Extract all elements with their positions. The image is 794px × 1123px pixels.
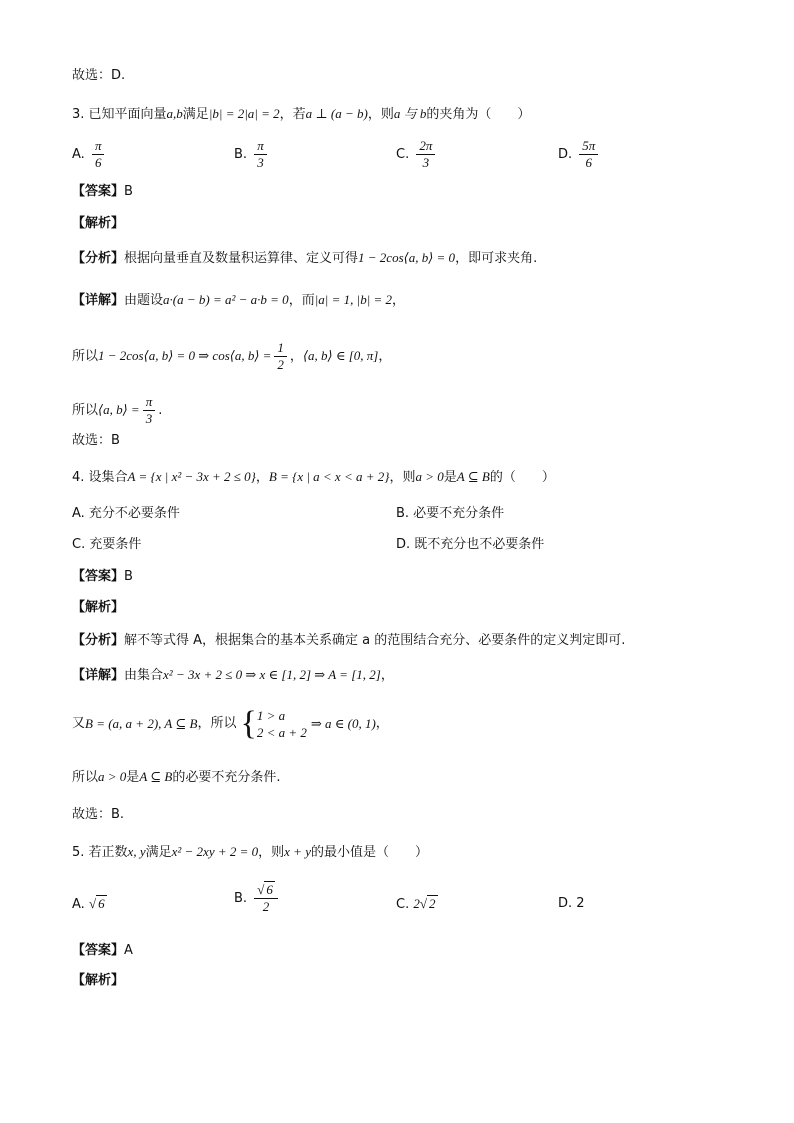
q3-step2-mid: ， xyxy=(289,349,303,364)
q4-option-d: D. 既不充分也不必要条件 xyxy=(396,537,545,552)
q3-option-b-den: 3 xyxy=(257,155,264,170)
q3-option-d-den: 6 xyxy=(585,155,593,170)
q3-answer-value: B xyxy=(124,184,133,199)
q4-answer-value: B xyxy=(124,569,133,584)
q3-stem-then: ，则 xyxy=(367,107,394,122)
q3-option-c xyxy=(396,138,438,171)
q3-conclusion: 故选：B xyxy=(72,433,120,448)
q5-option-c-value: 2√ 2 xyxy=(413,896,436,911)
q3-option-a-den: 6 xyxy=(94,155,102,170)
q3-option-a-label: A. xyxy=(72,147,85,162)
q5-option-a-value: √ 6 xyxy=(88,896,105,911)
q5-option-b-label: B. xyxy=(234,891,248,906)
q5-option-c-coef: 2 xyxy=(413,896,420,911)
q3-answer-tag: 【答案】 xyxy=(72,184,125,199)
q4-stem xyxy=(72,468,555,487)
q3-stem-mid: 满足 xyxy=(182,107,209,122)
q3-step3-den: 3 xyxy=(145,411,153,426)
q4-step3-math2: A ⊆ B xyxy=(139,769,173,784)
q3-option-d-fraction xyxy=(579,138,598,171)
q5-answer xyxy=(72,942,133,960)
q4-answer-tag: 【答案】 xyxy=(72,569,125,584)
q3-option-b-num: π xyxy=(254,138,267,155)
q3-analysis-heading: 【解析】 xyxy=(72,216,125,231)
q5-option-b-den: 2 xyxy=(262,899,270,914)
q4-set-a: A = {x | x² − 3x + 2 ≤ 0} xyxy=(127,469,256,484)
q3-option-c-num: 2π xyxy=(416,138,435,155)
q5-expression: x + y xyxy=(284,844,311,859)
q3-stem-if: ，若 xyxy=(279,107,306,122)
q3-option-c-den: 3 xyxy=(422,155,430,170)
q4-xiangjie-tag: 【详解】 xyxy=(72,668,125,683)
q3-option-b-label: B. xyxy=(234,147,248,162)
q5-stem-end: 的最小值是（ ） xyxy=(310,845,428,860)
q5-answer-tag: 【答案】 xyxy=(72,943,125,958)
q3-stem xyxy=(72,105,530,124)
q4-step3 xyxy=(72,768,281,787)
q5-stem-pre: 5. 若正数 xyxy=(72,845,128,860)
left-brace-icon: { xyxy=(240,705,257,742)
q4-step2 xyxy=(72,706,389,742)
q3-stem-end: 的夹角为（ ） xyxy=(426,107,531,122)
q4-stem-is: 是 xyxy=(443,470,457,485)
q3-step3-num: π xyxy=(143,394,156,411)
q3-fenxi-post: ，即可求夹角. xyxy=(455,251,538,266)
q5-option-c-label: C. xyxy=(396,897,410,912)
q3-step2-fraction xyxy=(274,340,287,373)
q4-option-b: B. 必要不充分条件 xyxy=(396,506,505,521)
q5-option-b-fraction: $\frac{√ 6}{2}$ xyxy=(254,882,278,915)
q3-answer xyxy=(72,183,133,201)
q4-step2-math: B = (a, a + 2), A ⊆ B xyxy=(85,716,198,731)
q3-option-c-fraction xyxy=(416,138,435,171)
q5-stem-mid: 满足 xyxy=(145,845,172,860)
q4-xiangjie xyxy=(72,666,394,685)
q5-analysis-heading: 【解析】 xyxy=(72,973,125,988)
q3-step3-end: . xyxy=(158,403,163,418)
q3-xiangjie-mid: ，而 xyxy=(288,293,315,308)
q3-step2 xyxy=(72,340,391,373)
q3-xiangjie-math2: |a| = 1, |b| = 2 xyxy=(314,292,393,307)
q5-option-d xyxy=(558,895,585,913)
q3-step2-den: 2 xyxy=(277,357,284,372)
q4-stem-then: ，则 xyxy=(389,470,416,485)
q3-option-d xyxy=(558,138,601,171)
q4-step3-end: 的必要不充分条件. xyxy=(172,770,281,785)
q4-xiangjie-end: ， xyxy=(380,668,394,683)
q4-system-line-2: 2 < a + 2 xyxy=(256,725,307,740)
q3-vectors: a,b xyxy=(166,106,183,121)
q5-option-a xyxy=(72,895,107,914)
q3-step3-math: ⟨a, b⟩ = xyxy=(98,402,140,417)
q3-option-d-label: D. xyxy=(558,147,573,162)
q3-step3-pre: 所以 xyxy=(72,403,99,418)
q3-option-a xyxy=(72,138,107,171)
q5-option-c-radicand: 2 xyxy=(429,896,436,911)
q4-inequality-system xyxy=(240,707,306,741)
q4-sep: ， xyxy=(255,470,269,485)
q4-step3-math: a > 0 xyxy=(98,769,127,784)
q5-equation: x² − 2xy + 2 = 0 xyxy=(171,844,259,859)
q5-option-d-value: 2 xyxy=(576,896,585,911)
q4-step2-pre: 又 xyxy=(72,716,86,731)
q3-step2-math: 1 − 2cos⟨a, b⟩ = 0 ⇒ cos⟨a, b⟩ = xyxy=(98,348,272,363)
q4-step2-end: ， xyxy=(375,716,389,731)
q3-stem-pre: 3. 已知平面向量 xyxy=(72,107,167,122)
q3-step3 xyxy=(72,394,162,427)
q4-subset: A ⊆ B xyxy=(456,469,490,484)
q2-conclusion: 故选：D. xyxy=(72,68,126,83)
q4-fenxi-tag: 【分析】 xyxy=(72,633,125,648)
q4-step2-math2: ⇒ a ∈ (0, 1) xyxy=(310,716,376,731)
q4-fenxi xyxy=(72,632,625,650)
q4-xiangjie-pre: 由集合 xyxy=(124,668,164,683)
q5-option-b-radicand: 6 xyxy=(266,882,273,897)
q3-fenxi-pre: 根据向量垂直及数量积运算律、定义可得 xyxy=(124,251,359,266)
q3-step2-math2: ⟨a, b⟩ ∈ [0, π] xyxy=(302,348,379,363)
q5-vars: x, y xyxy=(127,844,146,859)
q4-conclusion: 故选：B. xyxy=(72,807,125,822)
q4-system-line-1: 1 > a xyxy=(256,708,286,723)
q3-xiangjie-end: ， xyxy=(392,293,406,308)
q3-relation: a 与 b xyxy=(393,106,427,121)
q3-option-a-fraction xyxy=(92,138,105,171)
q5-answer-value: A xyxy=(124,943,133,958)
q3-xiangjie-math: a·(a − b) = a² − a·b = 0 xyxy=(163,292,289,307)
q5-option-b xyxy=(234,882,281,915)
q3-step2-pre: 所以 xyxy=(72,349,99,364)
q3-option-d-num: 5π xyxy=(579,138,598,155)
q3-fenxi-math: 1 − 2cos⟨a, b⟩ = 0 xyxy=(358,250,456,265)
q3-xiangjie xyxy=(72,291,405,310)
q3-fenxi-tag: 【分析】 xyxy=(72,251,125,266)
q4-option-c: C. 充要条件 xyxy=(72,537,142,552)
q4-stem-pre: 4. 设集合 xyxy=(72,470,128,485)
q3-step2-end: ， xyxy=(378,349,392,364)
q4-step2-mid: ，所以 xyxy=(197,716,237,731)
q3-xiangjie-pre: 由题设 xyxy=(124,293,164,308)
q3-xiangjie-tag: 【详解】 xyxy=(72,293,125,308)
q4-answer xyxy=(72,568,133,586)
q3-step2-num: 1 xyxy=(274,340,287,357)
q4-cond: a > 0 xyxy=(415,469,444,484)
q3-option-c-label: C. xyxy=(396,147,410,162)
q5-option-d-label: D. xyxy=(558,896,573,911)
q3-perpendicular: a ⊥ (a − b) xyxy=(305,106,368,121)
q5-stem xyxy=(72,843,428,862)
q5-stem-then: ，则 xyxy=(258,845,285,860)
q3-option-a-num: π xyxy=(92,138,105,155)
q4-step3-mid: 是 xyxy=(126,770,140,785)
q5-option-a-radicand: 6 xyxy=(98,896,105,911)
q4-step3-pre: 所以 xyxy=(72,770,99,785)
q5-option-a-label: A. xyxy=(72,897,85,912)
q4-option-a: A. 充分不必要条件 xyxy=(72,506,180,521)
q3-option-b-fraction xyxy=(254,138,267,171)
q4-fenxi-text: 解不等式得 A，根据集合的基本关系确定 a 的范围结合充分、必要条件的定义判定即可. xyxy=(124,633,626,648)
q3-option-b xyxy=(234,138,270,171)
q3-step3-fraction xyxy=(143,394,156,427)
q3-fenxi xyxy=(72,249,537,268)
q5-option-c xyxy=(396,895,438,914)
q4-stem-end: 的（ ） xyxy=(489,470,555,485)
q4-xiangjie-math: x² − 3x + 2 ≤ 0 ⇒ x ∈ [1, 2] ⇒ A = [1, 2] xyxy=(163,667,381,682)
q3-condition: |b| = 2|a| = 2 xyxy=(208,106,280,121)
q4-set-b: B = {x | a < x < a + 2} xyxy=(268,469,390,484)
q4-analysis-heading: 【解析】 xyxy=(72,600,125,615)
